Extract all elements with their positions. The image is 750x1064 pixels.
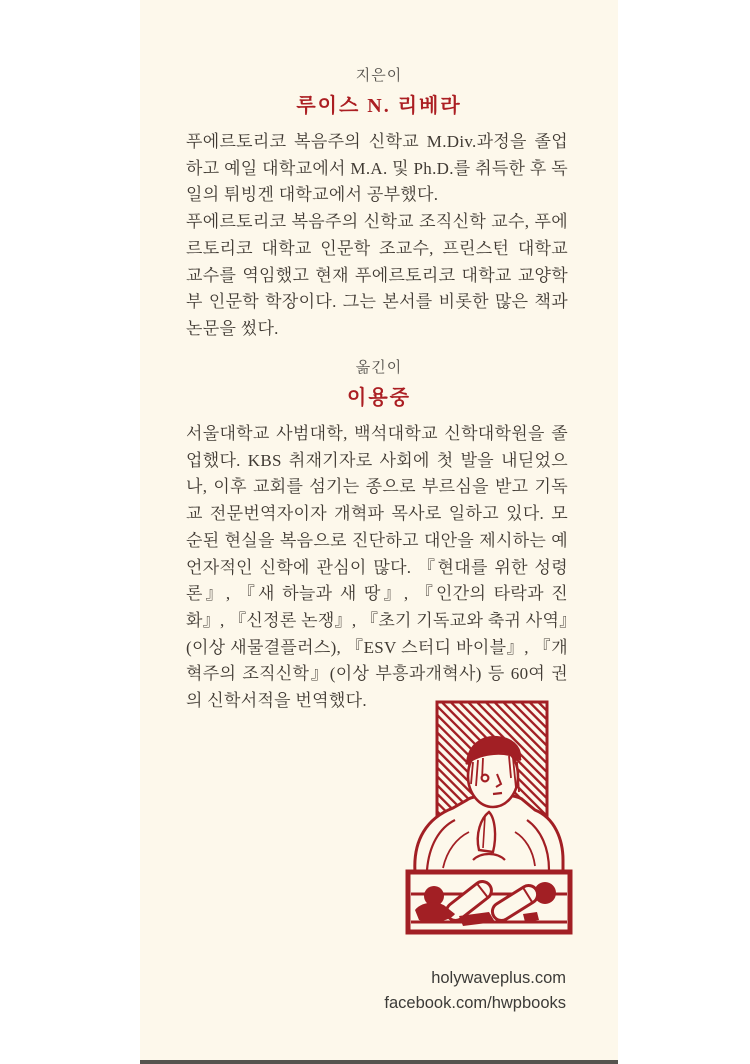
translator-bio-paragraph: 서울대학교 사범대학, 백석대학교 신학대학원을 졸업했다. KBS 취재기자로 사회에 첫 발을 내딛었으나, 이후 교회를 섬기는 종으로 부르심을 받고 기독교 전문번역자이자 개혁파 목사로 일하고 있다. 모순된 현실을 복음으로 진단하고 대안을 제시하는 예언자적인 신학에 관심이 많다. 『현대를 위한 성령론』, 『새 하늘과 새 땅』, 『인간의 타락과 진화』, 『신정론 논쟁』, 『초기 기독교와 축귀 사역』(이상 새물결플러스), 『ESV 스터디 바이블』, 『개혁주의 조직신학』(이상 부흥과개혁사) 등 60여 권의 신학서적을 번역했다. [186, 424, 568, 711]
publisher-facebook-link: facebook.com/hwpbooks [384, 994, 566, 1012]
publisher-website-link: holywaveplus.com [431, 969, 566, 987]
publisher-links [384, 966, 566, 1016]
book-flap-page [140, 0, 618, 1064]
translator-name: 이용중 [347, 387, 411, 409]
translator-role-label: 옮긴이 [355, 360, 403, 376]
page-edge-divider [140, 1060, 618, 1064]
author-bio [186, 129, 568, 343]
scribe-woodcut-icon [403, 700, 575, 938]
author-bio-paragraph: 푸에르토리코 복음주의 신학교 조직신학 교수, 푸에르토리코 대학교 인문학 조교수, 프린스턴 대학교 교수를 역임했고 현재 푸에르토리코 대학교 교양학부 인문학 학장이다. 그는 본서를 비롯한 많은 책과 논문을 썼다. [186, 212, 568, 338]
translator-bio [186, 421, 568, 715]
author-bio-paragraph: 푸에르토리코 복음주의 신학교 M.Div.과정을 졸업하고 예일 대학교에서 M.A. 및 Ph.D.를 취득한 후 독일의 튀빙겐 대학교에서 공부했다. [186, 132, 568, 205]
author-name: 루이스 N. 리베라 [296, 95, 462, 117]
author-role-label: 지은이 [355, 68, 403, 84]
